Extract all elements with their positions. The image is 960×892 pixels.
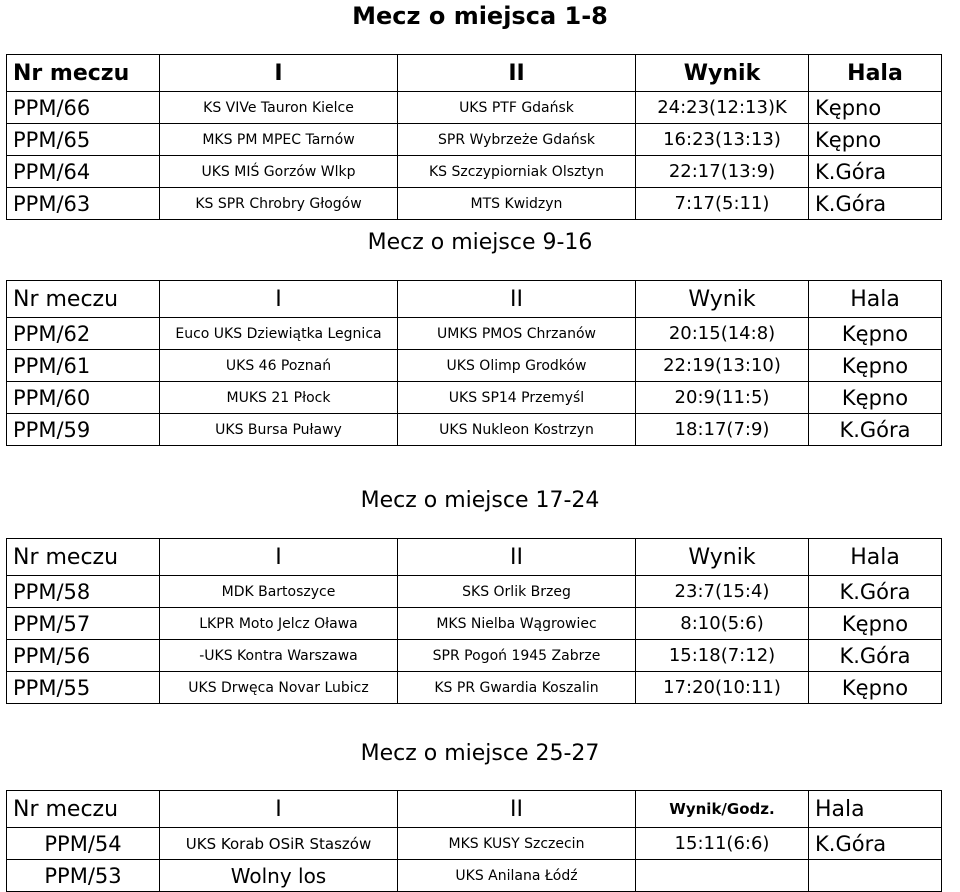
header-ii: II — [398, 281, 636, 318]
matches-table-17-24 — [6, 538, 942, 704]
team-ii: MKS KUSY Szczecin — [398, 828, 636, 860]
match-number: PPM/65 — [7, 124, 160, 156]
match-number: PPM/58 — [7, 576, 160, 608]
table-row — [7, 188, 942, 220]
match-result: 22:19(13:10) — [636, 350, 809, 382]
match-number: PPM/61 — [7, 350, 160, 382]
team-i: MUKS 21 Płock — [160, 382, 398, 414]
header-i: I — [160, 539, 398, 576]
team-ii: MKS Nielba Wągrowiec — [398, 608, 636, 640]
match-number: PPM/62 — [7, 318, 160, 350]
match-hall: K.Góra — [809, 156, 942, 188]
table-row — [7, 640, 942, 672]
header-ii: II — [398, 539, 636, 576]
match-number: PPM/64 — [7, 156, 160, 188]
matches-table-25-27 — [6, 790, 942, 892]
match-number: PPM/55 — [7, 672, 160, 704]
match-hall: Kępno — [809, 672, 942, 704]
match-hall: K.Góra — [809, 828, 942, 860]
match-number: PPM/56 — [7, 640, 160, 672]
team-i: UKS Korab OSiR Staszów — [160, 828, 398, 860]
team-i: UKS Bursa Puławy — [160, 414, 398, 446]
header-nr: Nr meczu — [7, 55, 160, 92]
match-result: 23:7(15:4) — [636, 576, 809, 608]
match-result: 15:11(6:6) — [636, 828, 809, 860]
team-ii: SPR Pogoń 1945 Zabrze — [398, 640, 636, 672]
section-title-25-27: Mecz o miejsce 25-27 — [360, 741, 600, 766]
table-row — [7, 124, 942, 156]
match-result: 18:17(7:9) — [636, 414, 809, 446]
match-result: 24:23(12:13)K — [636, 92, 809, 124]
match-hall: K.Góra — [809, 576, 942, 608]
header-i: I — [160, 281, 398, 318]
table-row — [7, 672, 942, 704]
section-title-9-16: Mecz o miejsce 9-16 — [367, 230, 593, 255]
match-hall: K.Góra — [809, 414, 942, 446]
team-ii: SKS Orlik Brzeg — [398, 576, 636, 608]
match-hall: Kępno — [809, 350, 942, 382]
team-ii: UKS PTF Gdańsk — [398, 92, 636, 124]
team-i: MKS PM MPEC Tarnów — [160, 124, 398, 156]
team-i: MDK Bartoszyce — [160, 576, 398, 608]
header-hala: Hala — [809, 539, 942, 576]
header-wynik: Wynik — [636, 539, 809, 576]
match-number: PPM/54 — [7, 828, 160, 860]
match-hall: Kępno — [809, 608, 942, 640]
match-result: 20:15(14:8) — [636, 318, 809, 350]
match-result: 22:17(13:9) — [636, 156, 809, 188]
team-ii: KS PR Gwardia Koszalin — [398, 672, 636, 704]
team-ii: KS Szczypiorniak Olsztyn — [398, 156, 636, 188]
team-i: KS SPR Chrobry Głogów — [160, 188, 398, 220]
header-hala: Hala — [809, 55, 942, 92]
matches-table-9-16 — [6, 280, 942, 446]
header-i: I — [160, 55, 398, 92]
match-result: 17:20(10:11) — [636, 672, 809, 704]
section-title-17-24: Mecz o miejsce 17-24 — [360, 488, 600, 513]
team-i: LKPR Moto Jelcz Oława — [160, 608, 398, 640]
match-hall: Kępno — [809, 318, 942, 350]
team-ii: UMKS PMOS Chrzanów — [398, 318, 636, 350]
match-result: 8:10(5:6) — [636, 608, 809, 640]
team-i: UKS 46 Poznań — [160, 350, 398, 382]
table-row — [7, 860, 942, 892]
match-result: 16:23(13:13) — [636, 124, 809, 156]
match-result: 15:18(7:12) — [636, 640, 809, 672]
match-number: PPM/53 — [7, 860, 160, 892]
table-row — [7, 382, 942, 414]
header-hala: Hala — [809, 281, 942, 318]
header-wynik: Wynik — [636, 55, 809, 92]
header-wynik: Wynik — [636, 281, 809, 318]
header-hala: Hala — [809, 791, 942, 828]
team-i: Euco UKS Dziewiątka Legnica — [160, 318, 398, 350]
match-number: PPM/60 — [7, 382, 160, 414]
table-header-row — [7, 55, 942, 92]
match-result: 20:9(11:5) — [636, 382, 809, 414]
match-hall: Kępno — [809, 382, 942, 414]
team-ii: UKS Anilana Łódź — [398, 860, 636, 892]
team-i: KS VIVe Tauron Kielce — [160, 92, 398, 124]
table-row — [7, 414, 942, 446]
header-nr: Nr meczu — [7, 281, 160, 318]
match-number: PPM/66 — [7, 92, 160, 124]
table-row — [7, 350, 942, 382]
match-hall — [809, 860, 942, 892]
header-i: I — [160, 791, 398, 828]
team-i: -UKS Kontra Warszawa — [160, 640, 398, 672]
team-i: UKS MIŚ Gorzów Wlkp — [160, 156, 398, 188]
team-i: UKS Drwęca Novar Lubicz — [160, 672, 398, 704]
table-header-row — [7, 281, 942, 318]
team-ii: SPR Wybrzeże Gdańsk — [398, 124, 636, 156]
match-hall: K.Góra — [809, 188, 942, 220]
table-header-row — [7, 539, 942, 576]
table-row — [7, 156, 942, 188]
match-result: 7:17(5:11) — [636, 188, 809, 220]
header-nr: Nr meczu — [7, 539, 160, 576]
table-row — [7, 576, 942, 608]
match-hall: K.Góra — [809, 640, 942, 672]
team-i: Wolny los — [160, 860, 398, 892]
header-ii: II — [398, 55, 636, 92]
table-row — [7, 92, 942, 124]
team-ii: UKS Olimp Grodków — [398, 350, 636, 382]
team-ii: UKS SP14 Przemyśl — [398, 382, 636, 414]
table-row — [7, 318, 942, 350]
team-ii: UKS Nukleon Kostrzyn — [398, 414, 636, 446]
match-hall: Kępno — [809, 92, 942, 124]
match-result — [636, 860, 809, 892]
team-ii: MTS Kwidzyn — [398, 188, 636, 220]
table-header-row — [7, 791, 942, 828]
matches-table-1-8 — [6, 54, 942, 220]
match-number: PPM/57 — [7, 608, 160, 640]
table-row — [7, 828, 942, 860]
match-number: PPM/63 — [7, 188, 160, 220]
match-hall: Kępno — [809, 124, 942, 156]
header-ii: II — [398, 791, 636, 828]
section-title-1-8: Mecz o miejsca 1-8 — [352, 2, 608, 30]
match-number: PPM/59 — [7, 414, 160, 446]
header-wynik: Wynik/Godz. — [636, 791, 809, 828]
table-row — [7, 608, 942, 640]
header-nr: Nr meczu — [7, 791, 160, 828]
